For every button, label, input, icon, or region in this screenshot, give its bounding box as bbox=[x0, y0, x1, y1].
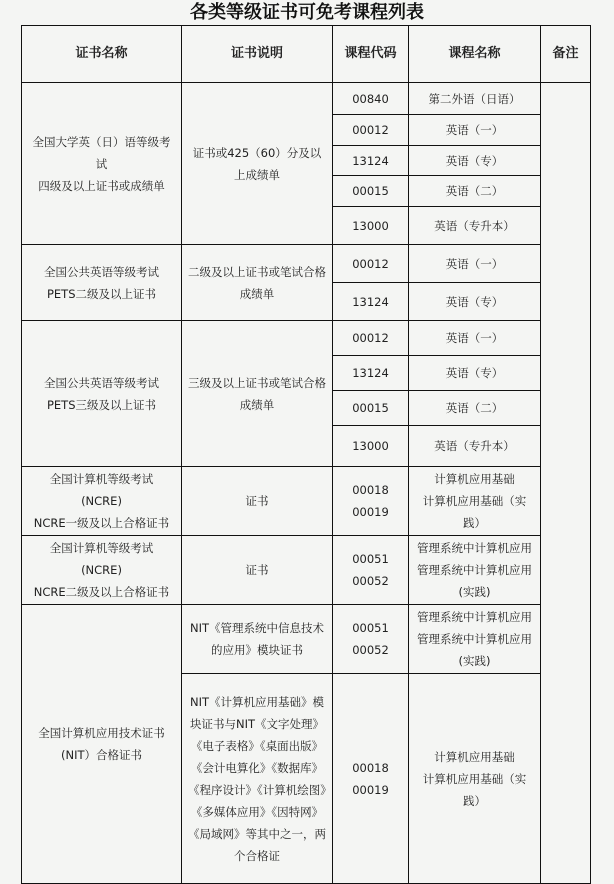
cert-desc: 证书或425（60）分及以上成绩单 bbox=[182, 83, 333, 245]
cert-name: 全国计算机等级考试 (NCRE) NCRE一级及以上合格证书 bbox=[22, 467, 182, 536]
course-name: 英语（一） bbox=[409, 321, 541, 356]
cert-desc: 证书 bbox=[182, 467, 333, 536]
course-code: 13124 bbox=[333, 283, 409, 321]
course-name: 英语（专） bbox=[409, 283, 541, 321]
course-code: 00012 bbox=[333, 321, 409, 356]
course-name: 英语（专升本） bbox=[409, 207, 541, 245]
cert-desc: NIT《计算机应用基础》模块证书与NIT《文字处理》《电子表格》《桌面出版》《会计电算化》《数据库》《程序设计》《计算机绘图》《多媒体应用》《因特网》《局域网》等其中之一，两个合格证 bbox=[182, 674, 333, 884]
course-name: 英语（一） bbox=[409, 245, 541, 283]
course-code: 13124 bbox=[333, 356, 409, 391]
header-course-name: 课程名称 bbox=[409, 26, 541, 83]
table-row bbox=[22, 467, 591, 536]
table-row bbox=[22, 321, 591, 356]
cert-name: 全国公共英语等级考试 PETS二级及以上证书 bbox=[22, 245, 182, 321]
course-name: 英语（专） bbox=[409, 146, 541, 176]
header-remarks: 备注 bbox=[541, 26, 591, 83]
course-name: 英语（专） bbox=[409, 356, 541, 391]
course-name: 英语（二） bbox=[409, 176, 541, 207]
course-name: 计算机应用基础 计算机应用基础（实践） bbox=[409, 674, 541, 884]
course-code: 00051 00052 bbox=[333, 536, 409, 605]
table-row bbox=[22, 605, 591, 674]
cert-name: 全国计算机等级考试 (NCRE) NCRE二级及以上合格证书 bbox=[22, 536, 182, 605]
course-code: 00018 00019 bbox=[333, 467, 409, 536]
cert-desc: 证书 bbox=[182, 536, 333, 605]
header-course-code: 课程代码 bbox=[333, 26, 409, 83]
course-code: 00012 bbox=[333, 115, 409, 146]
course-code: 00051 00052 bbox=[333, 605, 409, 674]
course-name: 管理系统中计算机应用 管理系统中计算机应用(实践) bbox=[409, 605, 541, 674]
course-code: 00015 bbox=[333, 176, 409, 207]
cert-name: 全国计算机应用技术证书 (NIT）合格证书 bbox=[22, 605, 182, 884]
course-name: 英语（二） bbox=[409, 391, 541, 426]
remarks-cell bbox=[541, 83, 591, 884]
course-code: 00018 00019 bbox=[333, 674, 409, 884]
course-name: 英语（专升本） bbox=[409, 426, 541, 467]
course-code: 00015 bbox=[333, 391, 409, 426]
cert-name: 全国大学英（日）语等级考试 四级及以上证书或成绩单 bbox=[22, 83, 182, 245]
cert-desc: NIT《管理系统中信息技术的应用》模块证书 bbox=[182, 605, 333, 674]
cert-desc: 三级及以上证书或笔试合格成绩单 bbox=[182, 321, 333, 467]
header-cert-name: 证书名称 bbox=[22, 26, 182, 83]
header-cert-desc: 证书说明 bbox=[182, 26, 333, 83]
header-row bbox=[22, 26, 591, 83]
exemption-table bbox=[21, 25, 591, 884]
table-row bbox=[22, 245, 591, 283]
page-title: 各类等级证书可免考课程列表 bbox=[190, 2, 424, 23]
course-code: 13124 bbox=[333, 146, 409, 176]
course-code: 13000 bbox=[333, 426, 409, 467]
course-code: 00012 bbox=[333, 245, 409, 283]
cert-name: 全国公共英语等级考试 PETS三级及以上证书 bbox=[22, 321, 182, 467]
course-name: 第二外语（日语） bbox=[409, 83, 541, 115]
course-name: 英语（一） bbox=[409, 115, 541, 146]
course-name: 管理系统中计算机应用 管理系统中计算机应用(实践) bbox=[409, 536, 541, 605]
course-code: 13000 bbox=[333, 207, 409, 245]
table-row bbox=[22, 536, 591, 605]
table-row bbox=[22, 83, 591, 115]
course-code: 00840 bbox=[333, 83, 409, 115]
cert-desc: 二级及以上证书或笔试合格成绩单 bbox=[182, 245, 333, 321]
course-name: 计算机应用基础 计算机应用基础（实践） bbox=[409, 467, 541, 536]
